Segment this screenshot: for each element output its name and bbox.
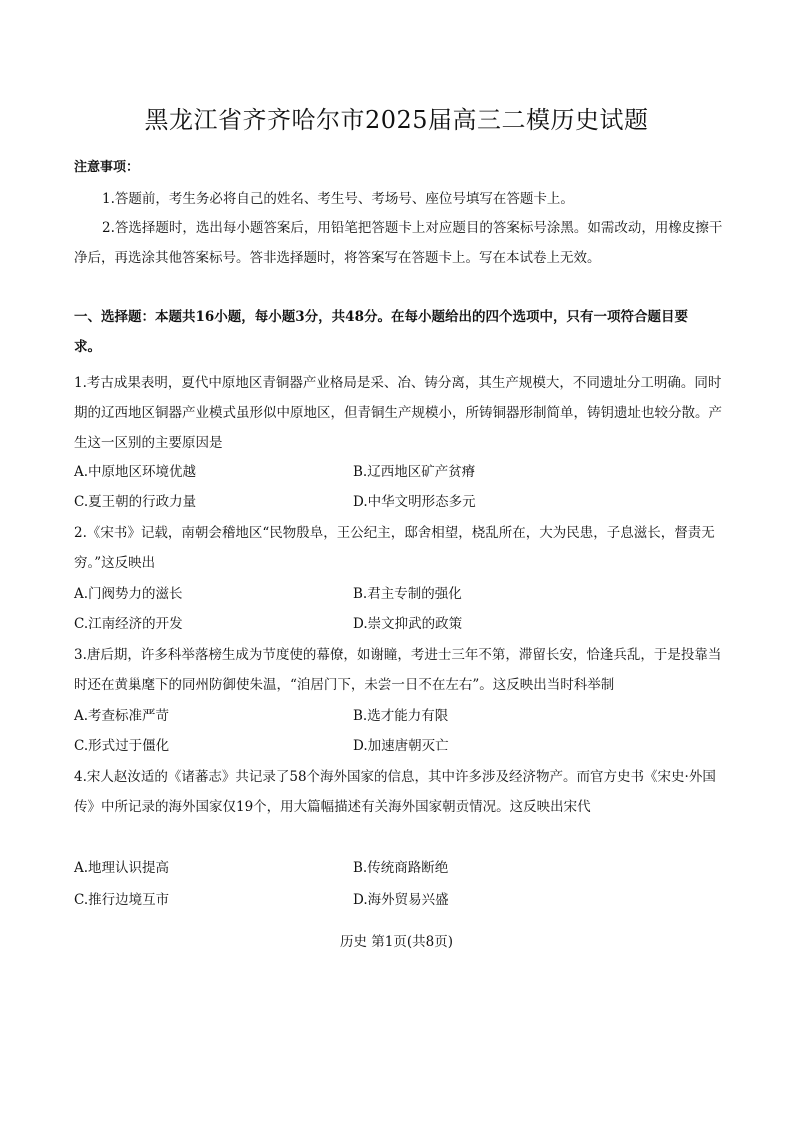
question-2-option-a: A.门阀势力的滋长	[74, 586, 183, 602]
question-3-stem: 3.唐后期，许多科举落榜生成为节度使的幕僚，如谢瞳，考进士三年不第，滞留长安，恰逢兵乱，于是投靠当时还在黄巢麾下的同州防御使朱温，“洎居门下，未尝一日不在左右”。这反映出当时科举制	[74, 647, 722, 693]
question-2-option-c: C.江南经济的开发	[74, 616, 183, 632]
question-2-option-d: D.崇文抑武的政策	[353, 616, 463, 632]
question-3-option-c: C.形式过于僵化	[74, 738, 170, 754]
page-title: 黑龙江省齐齐哈尔市2025届高三二模历史试题	[144, 106, 649, 134]
question-1-stem: 1.考古成果表明，夏代中原地区青铜器产业格局是采、冶、铸分离，其生产规模大，不同遗址分工明确。同时期的辽西地区铜器产业模式虽形似中原地区，但青铜生产规模小，所铸铜器形制简单，铸钥遗址也较分散。产生这一区别的主要原因是	[74, 375, 722, 451]
notice-heading: 注意事项：	[74, 160, 140, 175]
section-heading: 一、选择题：本题共16小题，每小题3分，共48分。在每小题给出的四个选项中，只有一项符合题目要求。	[74, 309, 688, 355]
question-4-option-c: C.推行边境互市	[74, 892, 170, 908]
question-4-option-b: B.传统商路断绝	[353, 860, 449, 876]
notice-item-1: 1.答题前，考生务必将自己的姓名、考生号、考场号、座位号填写在答题卡上。	[102, 191, 574, 207]
question-3-option-d: D.加速唐朝灭亡	[353, 738, 449, 754]
question-3-option-b: B.选才能力有限	[353, 708, 449, 724]
question-2-option-b: B.君主专制的强化	[353, 586, 462, 602]
notice-item-2: 2.答选择题时，选出每小题答案后，用铅笔把答题卡上对应题目的答案标号涂黑。如需改动，用橡皮擦干净后，再选涂其他答案标号。答非选择题时，将答案写在答题卡上。写在本试卷上无效。	[74, 220, 723, 266]
page-footer: 历史 第1页(共8页)	[339, 934, 453, 950]
question-1-option-d: D.中华文明形态多元	[353, 494, 476, 510]
question-4-option-d: D.海外贸易兴盛	[353, 892, 449, 908]
question-1-option-c: C.夏王朝的行政力量	[74, 494, 197, 510]
question-4-option-a: A.地理认识提高	[74, 860, 170, 876]
question-1-option-a: A.中原地区环境优越	[74, 464, 197, 480]
question-4-stem: 4.宋人赵汝适的《诸蕃志》共记录了58个海外国家的信息，其中许多涉及经济物产。而官方史书《宋史·外国传》中所记录的海外国家仅19个，用大篇幅描述有关海外国家朝贡情况。这反映出宋代	[74, 769, 716, 815]
question-2-stem: 2.《宋书》记载，南朝会稽地区“民物殷阜，王公纪主，邸舍相望，桡乱所在，大为民患，子息滋长，督责无穷。”这反映出	[74, 525, 715, 571]
question-3-option-a: A.考查标准严苛	[74, 708, 170, 724]
question-1-option-b: B.辽西地区矿产贫瘠	[353, 464, 476, 480]
